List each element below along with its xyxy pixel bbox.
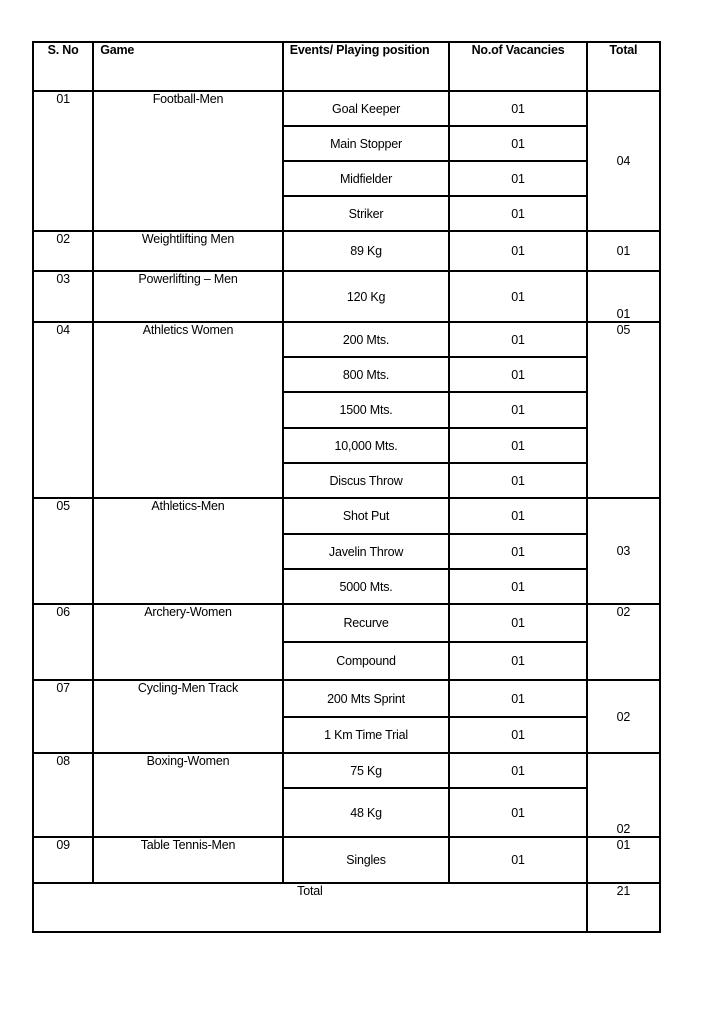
sno-cell: 09 <box>33 837 93 883</box>
sno-cell: 01 <box>33 91 93 231</box>
sno-cell: 02 <box>33 231 93 271</box>
group-total-cell: 01 <box>587 231 660 271</box>
vacancy-cell: 01 <box>449 717 586 753</box>
event-cell: Javelin Throw <box>283 534 450 569</box>
group-total-cell: 04 <box>587 91 660 231</box>
event-cell: 10,000 Mts. <box>283 428 450 463</box>
group-total-cell: 02 <box>587 680 660 753</box>
event-cell: 800 Mts. <box>283 357 450 392</box>
group-total-cell: 01 <box>587 837 660 883</box>
sno-cell: 06 <box>33 604 93 680</box>
grand-total-value: 21 <box>587 883 660 932</box>
vacancy-cell: 01 <box>449 91 586 126</box>
header-total: Total <box>587 42 660 91</box>
vacancy-cell: 01 <box>449 428 586 463</box>
event-cell: 200 Mts. <box>283 322 450 357</box>
vacancy-cell: 01 <box>449 569 586 604</box>
group-total-cell: 02 <box>587 604 660 680</box>
vacancy-cell: 01 <box>449 498 586 534</box>
event-cell: 89 Kg <box>283 231 450 271</box>
game-cell: Weightlifting Men <box>93 231 283 271</box>
vacancy-cell: 01 <box>449 788 586 837</box>
vacancy-cell: 01 <box>449 322 586 357</box>
group-total-cell: 02 <box>587 753 660 837</box>
event-cell: 120 Kg <box>283 271 450 322</box>
event-cell: Main Stopper <box>283 126 450 161</box>
vacancy-cell: 01 <box>449 357 586 392</box>
vacancy-cell: 01 <box>449 642 586 680</box>
table-row <box>33 604 660 642</box>
table-row <box>33 680 660 717</box>
event-cell: Discus Throw <box>283 463 450 498</box>
group-total-cell: 03 <box>587 498 660 604</box>
event-cell: Shot Put <box>283 498 450 534</box>
vacancy-cell: 01 <box>449 534 586 569</box>
vacancy-cell: 01 <box>449 392 586 428</box>
table-row <box>33 231 660 271</box>
event-cell: 200 Mts Sprint <box>283 680 450 717</box>
event-cell: 5000 Mts. <box>283 569 450 604</box>
vacancy-cell: 01 <box>449 196 586 231</box>
vacancy-cell: 01 <box>449 161 586 196</box>
event-cell: Goal Keeper <box>283 91 450 126</box>
game-cell: Football-Men <box>93 91 283 231</box>
vacancies-table <box>32 41 661 933</box>
game-cell: Archery-Women <box>93 604 283 680</box>
header-event: Events/ Playing position <box>283 42 450 91</box>
vacancy-cell: 01 <box>449 126 586 161</box>
total-label: Total <box>33 883 587 932</box>
vacancy-cell: 01 <box>449 231 586 271</box>
event-cell: 75 Kg <box>283 753 450 788</box>
group-total-cell: 01 <box>587 271 660 322</box>
footer-row <box>33 883 660 932</box>
header-vacancies: No.of Vacancies <box>449 42 586 91</box>
vacancy-cell: 01 <box>449 837 586 883</box>
header-game: Game <box>93 42 283 91</box>
event-cell: 1500 Mts. <box>283 392 450 428</box>
game-cell: Powerlifting – Men <box>93 271 283 322</box>
table-row <box>33 271 660 322</box>
event-cell: Striker <box>283 196 450 231</box>
sno-cell: 05 <box>33 498 93 604</box>
vacancy-cell: 01 <box>449 463 586 498</box>
sno-cell: 08 <box>33 753 93 837</box>
event-cell: 48 Kg <box>283 788 450 837</box>
game-cell: Boxing-Women <box>93 753 283 837</box>
game-cell: Athletics-Men <box>93 498 283 604</box>
game-cell: Athletics Women <box>93 322 283 498</box>
game-cell: Table Tennis-Men <box>93 837 283 883</box>
sno-cell: 03 <box>33 271 93 322</box>
group-total-cell: 05 <box>587 322 660 498</box>
event-cell: Midfielder <box>283 161 450 196</box>
event-cell: Singles <box>283 837 450 883</box>
event-cell: Compound <box>283 642 450 680</box>
event-cell: Recurve <box>283 604 450 642</box>
vacancy-cell: 01 <box>449 753 586 788</box>
table-row <box>33 91 660 126</box>
vacancy-cell: 01 <box>449 604 586 642</box>
vacancy-cell: 01 <box>449 680 586 717</box>
game-cell: Cycling-Men Track <box>93 680 283 753</box>
event-cell: 1 Km Time Trial <box>283 717 450 753</box>
table-row <box>33 498 660 534</box>
header-sno: S. No <box>33 42 93 91</box>
vacancy-cell: 01 <box>449 271 586 322</box>
table-row <box>33 322 660 357</box>
table-row <box>33 753 660 788</box>
sno-cell: 04 <box>33 322 93 498</box>
table-row <box>33 837 660 883</box>
header-row <box>33 42 660 91</box>
sno-cell: 07 <box>33 680 93 753</box>
